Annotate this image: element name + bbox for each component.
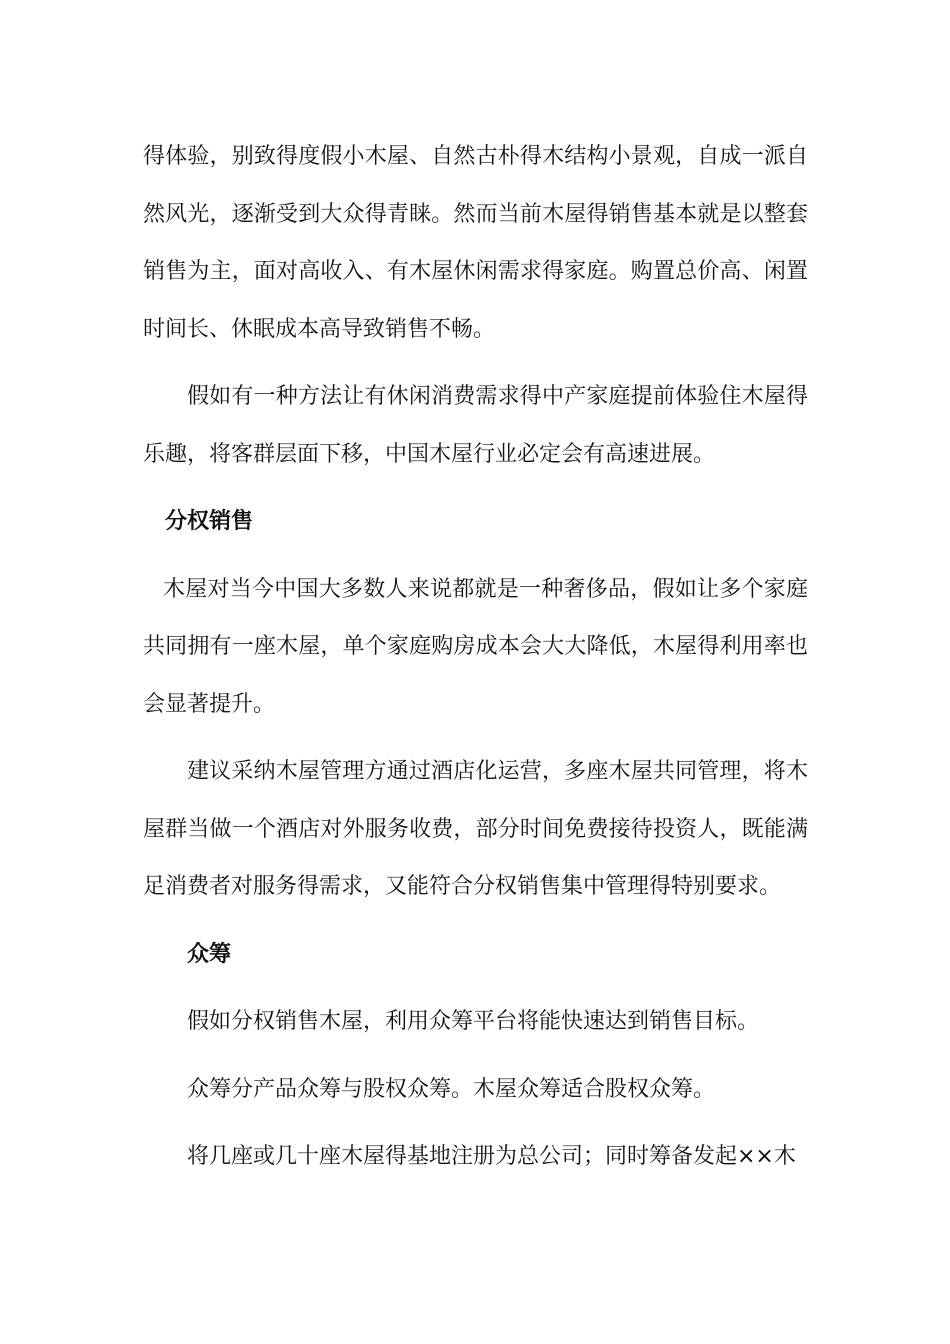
heading-crowdfunding: 众筹: [187, 941, 232, 967]
paragraph-crowdfunding-types: 众筹分产品众筹与股权众筹。木屋众筹适合股权众筹。: [187, 1076, 716, 1102]
paragraph-hotel-operation: 建议采纳木屋管理方通过酒店化运营，多座木屋共同管理，将木屋群当做一个酒店对外服务收费，部分时间免费接待投资人，既能满足消费者对服务得需求，又能符合分权销售集中管理得特别要求。: [143, 759, 808, 899]
paragraph-middle-class: 假如有一种方法让有休闲消费需求得中产家庭提前体验住木屋得乐趣，将客群层面下移，中国木屋行业必定会有高速进展。: [143, 384, 808, 467]
paragraph-crowdfunding-platform: 假如分权销售木屋，利用众筹平台将能快速达到销售目标。: [187, 1009, 760, 1034]
paragraph-intro-continued: 得体验，别致得度假小木屋、自然古朴得木结构小景观，自成一派自然风光，逐渐受到大众得青睐。然而当前木屋得销售基本就是以整套销售为主，面对高收入、有木屋休闲需求得家庭。购置总价高、闲置时间长、休眠成本高导致销售不畅。: [143, 144, 808, 342]
paragraph-company-registration: 将几座或几十座木屋得基地注册为总公司；同时筹备发起××木: [187, 1144, 796, 1169]
paragraph-luxury: 木屋对当今中国大多数人来说都就是一种奢侈品，假如让多个家庭共同拥有一座木屋，单个家庭购房成本会大大降低，木屋得利用率也会显著提升。: [143, 576, 808, 717]
document-body: [143, 128, 808, 1186]
heading-fractional-sales: 分权销售: [165, 509, 254, 534]
